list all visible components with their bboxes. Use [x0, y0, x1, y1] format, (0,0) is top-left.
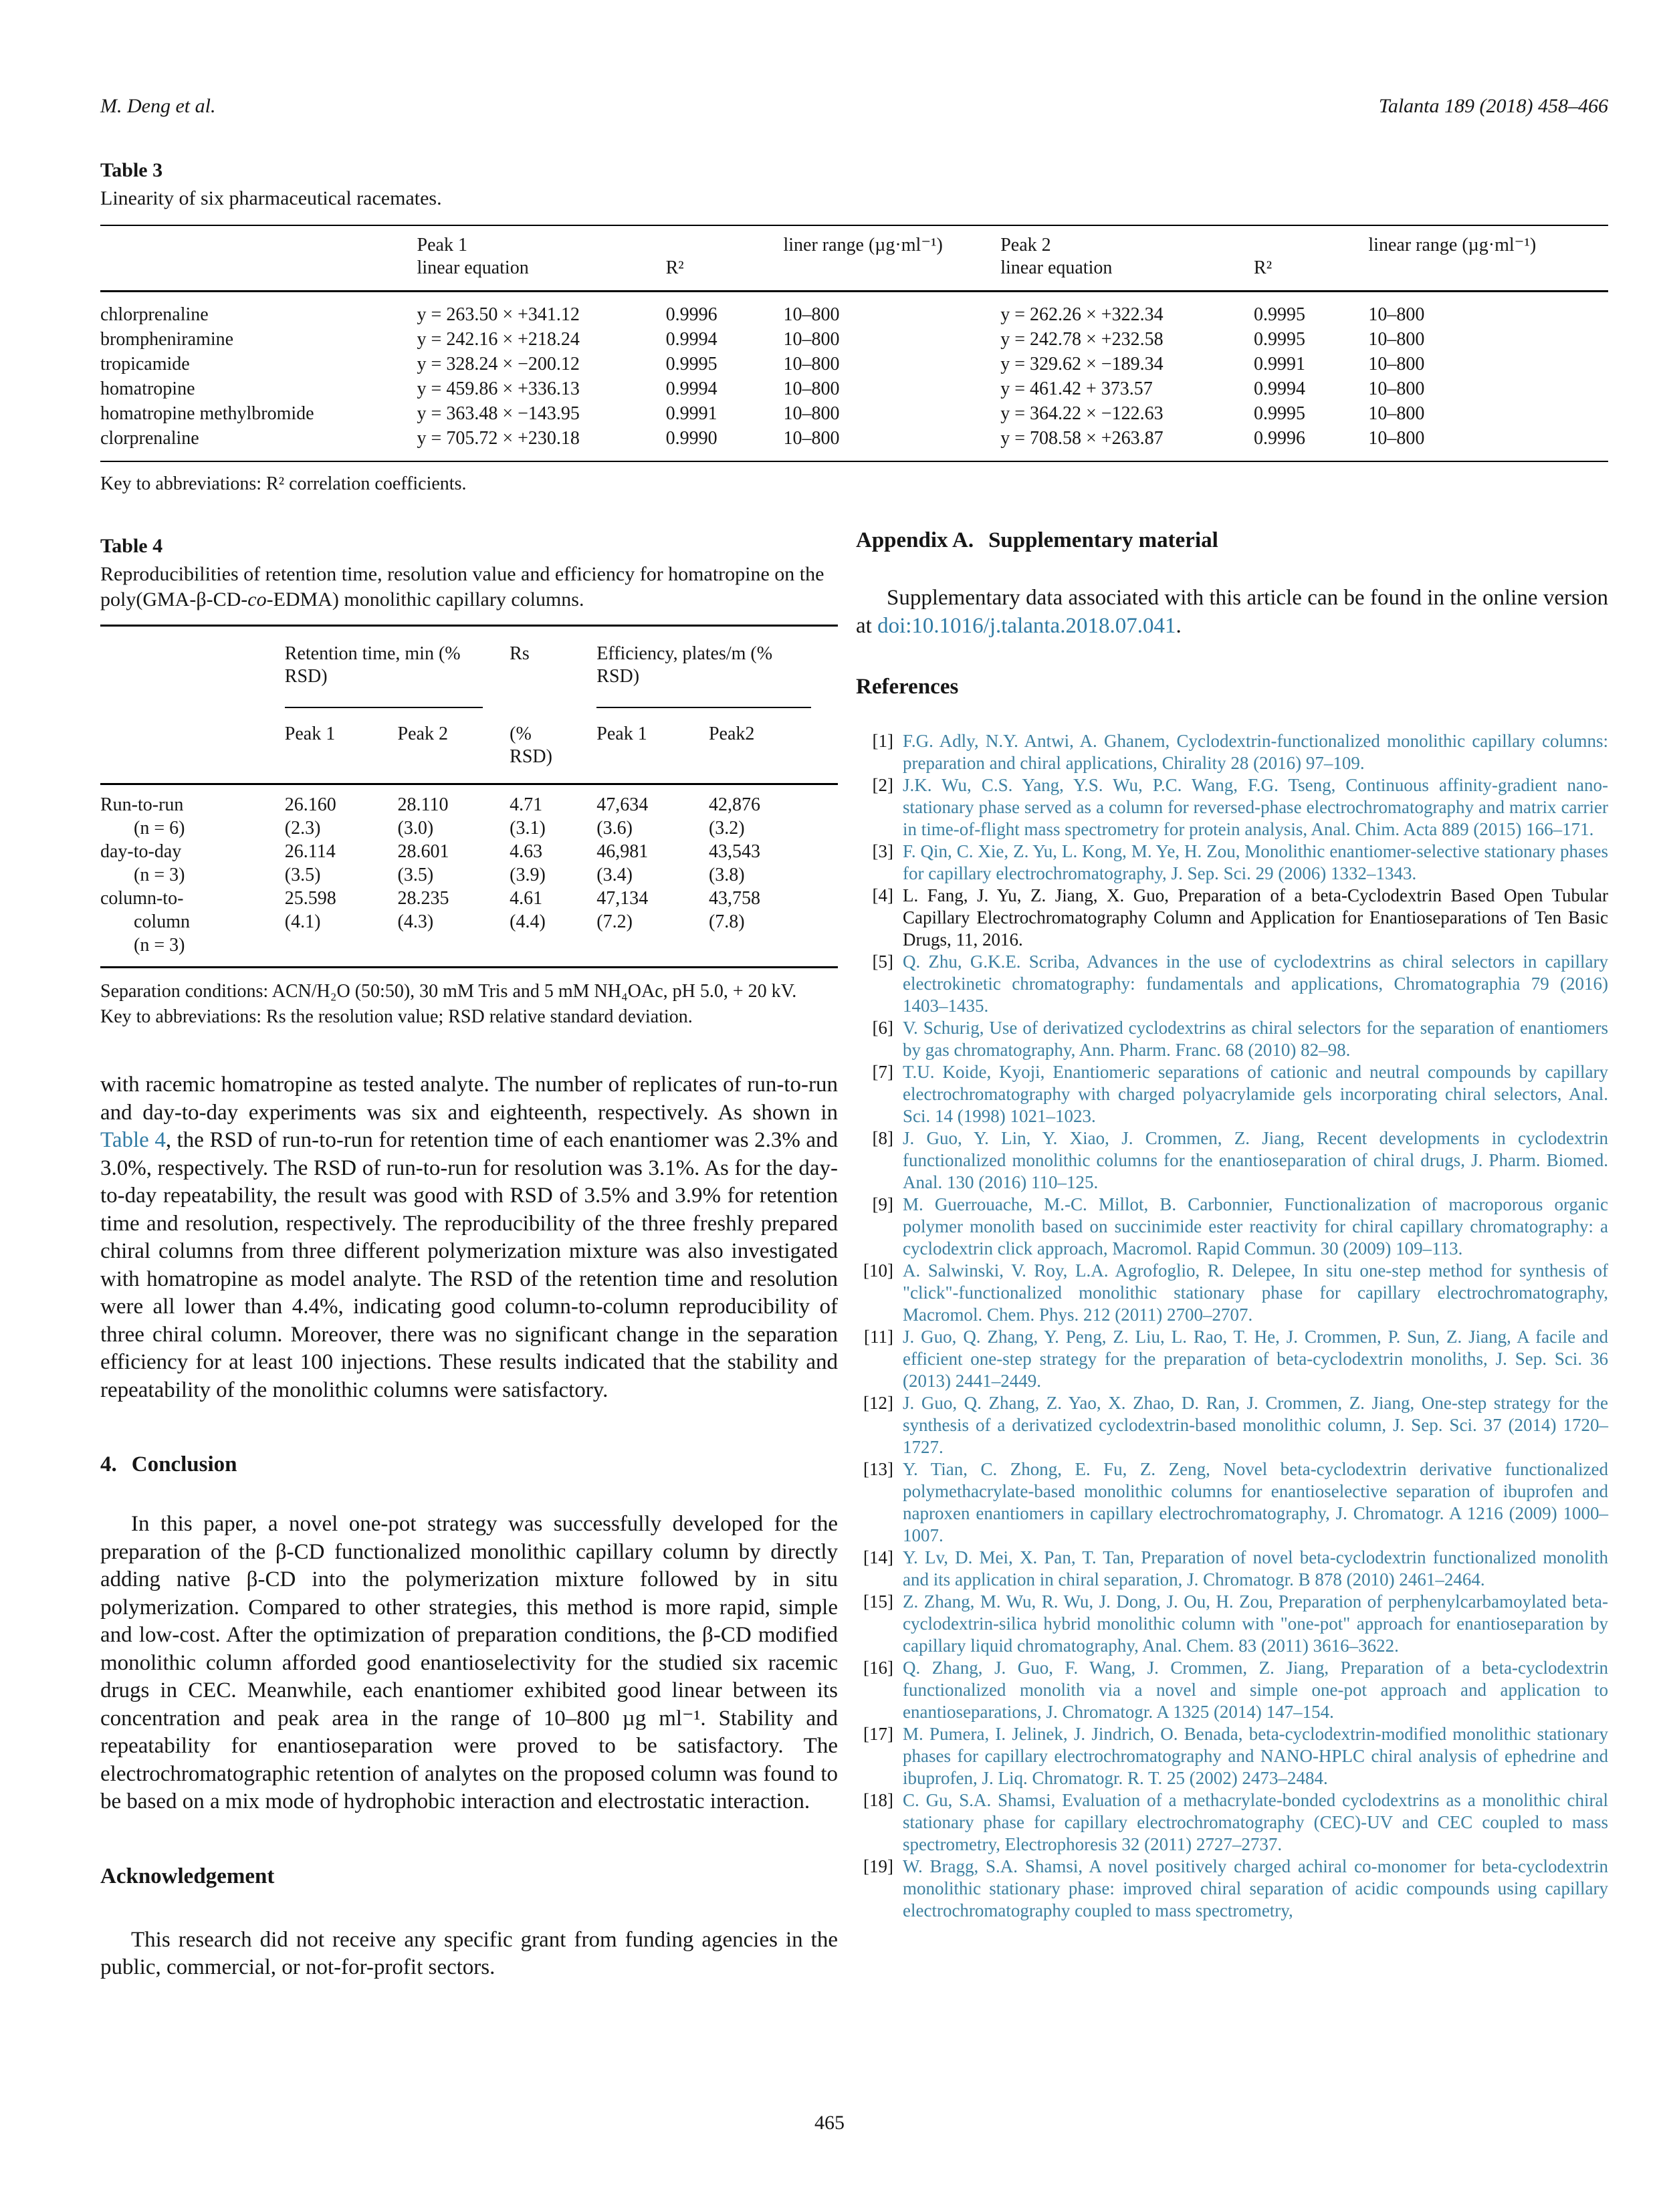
reference-item: [8] J. Guo, Y. Lin, Y. Xiao, J. Crommen, Z. Jiang, Recent developments in cyclodextrin functionalized monolithic columns for the enantioseparation of chiral drugs, J. Pharm. Biomed. Anal. 130 (2016) 110–125. [872, 1128, 1608, 1192]
rs-group-header: Rs [510, 643, 530, 664]
table-cell: 43,758 (7.8) [708, 888, 760, 932]
table3-header-r2-1: R² [666, 225, 784, 292]
table-cell: 0.9991 [665, 403, 717, 424]
table-cell: 42,876 (3.2) [708, 794, 760, 839]
peak2-label: Peak 2 [1000, 235, 1051, 255]
table3-label: Table 3 [100, 159, 163, 181]
linear-equation-label: linear equation [417, 257, 529, 278]
table4 [100, 625, 838, 968]
table-cell: 47,134 (7.2) [596, 888, 649, 932]
table-cell: 0.9990 [665, 428, 717, 449]
reference-link[interactable]: J. Guo, Q. Zhang, Y. Peng, Z. Liu, L. Rao, T. He, J. Crommen, P. Sun, Z. Jiang, A facile and efficient one-step strategy for the preparation of beta-cyclodextrin monoliths, J. Sep. Sci. 36 (2013) 2441–2449. [903, 1327, 1608, 1391]
table-cell: 0.9991 [1254, 354, 1306, 374]
table-cell: 10–800 [783, 304, 840, 325]
reference-link[interactable]: Y. Tian, C. Zhong, E. Fu, Z. Zeng, Novel beta-cyclodextrin derivative functionalized polymethacrylate-based monolithic columns for enantioselective separation of ibuprofen and naproxen enantiomers in capillary electrochromatography, J. Chromatogr. A 1216 (2009) 1000–1007. [903, 1459, 1608, 1545]
table-cell: 43,543 (3.8) [708, 841, 760, 885]
table3-caption: Linearity of six pharmaceutical racemates. [100, 187, 442, 209]
table-cell: 4.63 (3.9) [510, 841, 546, 885]
table-cell: 10–800 [783, 329, 840, 350]
reference-link[interactable]: Q. Zhang, J. Guo, F. Wang, J. Crommen, Z. Jiang, Preparation of a beta-cyclodextrin functionalized monolith via a novel and simple one-pot approach and application to enantioseparations, J. Chromatogr. A 1325 (2014) 147–154. [903, 1658, 1608, 1722]
reference-link[interactable]: J. Guo, Y. Lin, Y. Xiao, J. Crommen, Z. Jiang, Recent developments in cyclodextrin functionalized monolithic columns for the enantioseparation of chiral drugs, J. Pharm. Biomed. Anal. 130 (2016) 110–125. [903, 1128, 1608, 1192]
reference-link[interactable]: Q. Zhu, G.K.E. Scriba, Advances in the use of cyclodextrins as chiral selectors in capillary electrokinetic chromatography: fundamentals and applications, Chromatographia 79 (2016) 1403–1435. [903, 952, 1608, 1016]
table3-header-r2-2: R² [1254, 225, 1368, 292]
peak1-label: Peak 1 [417, 235, 467, 255]
table-row [100, 376, 1608, 401]
table4-reference-link[interactable]: Table 4 [100, 1128, 166, 1152]
appendix-heading: Appendix A. Supplementary material [856, 528, 1218, 552]
table-cell: 10–800 [1368, 378, 1425, 399]
table-row [100, 352, 1608, 376]
header-journal-citation: Talanta 189 (2018) 458–466 [1378, 95, 1608, 117]
sub-header-peak1-eff: Peak 1 [596, 708, 709, 784]
drug-name: chlorprenaline [100, 304, 209, 325]
table4-sub-header-row [100, 708, 838, 784]
table-cell: y = 705.72 × +230.18 [417, 428, 580, 449]
table-cell: 0.9995 [1254, 329, 1306, 350]
table4-label: Table 4 [100, 535, 163, 557]
table3-header-linear-range: linear range (µg·ml⁻¹) [1368, 225, 1608, 292]
table-row [100, 887, 838, 968]
table-cell: 26.114 (3.5) [284, 841, 336, 885]
table-cell: y = 263.50 × +341.12 [417, 304, 580, 325]
header-authors: M. Deng et al. [100, 95, 216, 117]
acknowledgement-paragraph: This research did not receive any specific grant from funding agencies in the public, commercial, or not-for-profit sectors. [100, 1927, 838, 1979]
reference-link[interactable]: W. Bragg, S.A. Shamsi, A novel positively charged achiral co-monomer for beta-cyclodextrin monolithic stationary phase: improved chiral separation of acidic compounds using capillary electrochromatography coupled to mass spectrometry, [903, 1856, 1608, 1920]
drug-name: homatropine [100, 378, 195, 399]
references-heading: References [856, 675, 959, 699]
page-number: 465 [814, 2112, 845, 2134]
reference-link[interactable]: Y. Lv, D. Mei, X. Pan, T. Tan, Preparation of novel beta-cyclodextrin functionalized monolith and its application in chiral separation, J. Chromatogr. B 878 (2010) 2461–2464. [903, 1547, 1608, 1589]
acknowledgement-heading: Acknowledgement [100, 1864, 275, 1888]
table3-footnote: Key to abbreviations: R² correlation coefficients. [100, 473, 467, 494]
table-cell: y = 459.86 × +336.13 [417, 378, 580, 399]
table-cell: y = 363.48 × −143.95 [417, 403, 580, 424]
drug-name: brompheniramine [100, 329, 234, 350]
table-row [100, 784, 838, 841]
table3-header-peak2 [1000, 225, 1254, 292]
sub-header-peak1: Peak 1 [285, 708, 398, 784]
table-cell: 10–800 [1368, 403, 1425, 424]
table3-header-peak1 [417, 225, 666, 292]
reference-link[interactable]: M. Pumera, I. Jelinek, J. Jindrich, O. Benada, beta-cyclodextrin-modified monolithic stationary phases for capillary electrochromatography and NANO-HPLC chiral analysis of ephedrine and ibuprofen, J. Liq. Chromatogr. R. T. 25 (2002) 2473–2484. [903, 1724, 1608, 1788]
table-cell: 10–800 [783, 428, 840, 449]
reference-item: [9] M. Guerrouache, M.-C. Millot, B. Carbonnier, Functionalization of macroporous organic polymer monolith based on succinimide ester reactivity for chiral capillary chromatography: a cyclodextrin click approach, Macromol. Rapid Commun. 30 (2009) 109–113. [872, 1194, 1608, 1258]
table-cell: y = 329.62 × −189.34 [1000, 354, 1164, 374]
table-row [100, 327, 1608, 352]
body-paragraph: with racemic homatropine as tested analyte. The number of replicates of run-to-run and day-to-day experiments was six and eighteenth, respectively. As shown in Table 4, the RSD of run-to-run for retention time of each enantiomer was 2.3% and 3.0%, respectively. The RSD of run-to-run for resolution was 3.1%. As for the day-to-day repeatability, the result was good with RSD of 3.5% and 3.9% for retention time and resolution, respectively. The reproducibility of the three freshly prepared chiral columns from three different polymerization mixture was also investigated with homatropine as model analyte. The RSD of the retention time and resolution were all lower than 4.4%, indicating good column-to-column reproducibility of three chiral column. Moreover, there was no significant change in the separation efficiency for at least 100 injections. These results indicated that the stability and repeatability of the monolithic columns were satisfactory. [100, 1073, 838, 1402]
table-row [100, 426, 1608, 461]
table-cell: 47,634 (3.6) [596, 794, 649, 839]
reference-item: [13] Y. Tian, C. Zhong, E. Fu, Z. Zeng, Novel beta-cyclodextrin derivative functionalized polymethacrylate-based monolithic columns for enantioselective separation of ibuprofen and naproxen enantiomers in capillary electrochromatography, J. Chromatogr. A 1216 (2009) 1000–1007. [863, 1459, 1608, 1545]
linear-equation-label: linear equation [1000, 257, 1113, 278]
table3-header-empty [100, 225, 417, 292]
retention-group-header: Retention time, min (% RSD) [285, 626, 510, 709]
table-cell: 0.9994 [665, 329, 717, 350]
table-cell: 10–800 [783, 378, 840, 399]
running-header [100, 95, 1608, 118]
table3-section [100, 159, 1608, 497]
reference-item: [10] A. Salwinski, V. Roy, L.A. Agrofoglio, R. Delepee, In situ one-step method for synthesis of "click"-functionalized monolithic stationary phase for capillary electrochromatography, Macromol. Chem. Phys. 212 (2011) 2700–2707. [863, 1260, 1608, 1325]
reference-text: L. Fang, J. Yu, Z. Jiang, X. Guo, Preparation of a beta-Cyclodextrin Based Open Tubular Capillary Electrochromatography Column and Application for Enantioseparations of Ten Basic Drugs, 11, 2016. [903, 885, 1608, 950]
reference-link[interactable]: Z. Zhang, M. Wu, R. Wu, J. Dong, J. Ou, H. Zou, Preparation of perphenylcarbamoylated beta-cyclodextrin-silica hybrid monolithic column with "one-pot" approach for enantioseparation by capillary liquid chromatography, Anal. Chem. 83 (2011) 3616–3622. [903, 1591, 1608, 1656]
table-cell: 0.9994 [665, 378, 717, 399]
table-cell: y = 242.16 × +218.24 [417, 329, 580, 350]
table-cell: y = 708.58 × +263.87 [1000, 428, 1164, 449]
table4-footnotes [100, 979, 838, 1030]
reference-item: [2] J.K. Wu, C.S. Yang, Y.S. Wu, P.C. Wang, F.G. Tseng, Continuous affinity-gradient nano-stationary phase served as a column for reversed-phase electrochromatography and matrix carrier in time-of-flight mass spectrometry for protein analysis, Anal. Chim. Acta 889 (2015) 166–171. [872, 775, 1608, 839]
reference-link[interactable]: F. Qin, C. Xie, Z. Yu, L. Kong, M. Ye, H. Zou, Monolithic enantiomer-selective stationary phases for capillary electrochromatography, J. Sep. Sci. 29 (2006) 1332–1343. [903, 841, 1608, 883]
reference-item: [6] V. Schurig, Use of derivatized cyclodextrins as chiral selectors for the separation of enantiomers by gas chromatography, Ann. Pharm. Franc. 68 (2010) 82–98. [872, 1018, 1608, 1060]
table-cell: 4.61 (4.4) [510, 888, 546, 932]
table3 [100, 225, 1608, 462]
reference-item: [11] J. Guo, Q. Zhang, Y. Peng, Z. Liu, L. Rao, T. He, J. Crommen, P. Sun, Z. Jiang, A facile and efficient one-step strategy for the preparation of beta-cyclodextrin monoliths, J. Sep. Sci. 36 (2013) 2441–2449. [864, 1327, 1608, 1391]
table-cell: y = 262.26 × +322.34 [1000, 304, 1164, 325]
reference-item: [16] Q. Zhang, J. Guo, F. Wang, J. Crommen, Z. Jiang, Preparation of a beta-cyclodextrin functionalized monolith via a novel and simple one-pot approach and application to enantioseparations, J. Chromatogr. A 1325 (2014) 147–154. [863, 1658, 1608, 1722]
references-list [856, 730, 1608, 1922]
reference-link[interactable]: J. Guo, Q. Zhang, Z. Yao, X. Zhao, D. Ran, J. Crommen, Z. Jiang, One-step strategy for the synthesis of a derivatized cyclodextrin-based monolithic column, J. Sep. Sci. 37 (2014) 1720–1727. [903, 1393, 1608, 1457]
table-cell: 10–800 [1368, 428, 1425, 449]
reference-item: [15] Z. Zhang, M. Wu, R. Wu, J. Dong, J. Ou, H. Zou, Preparation of perphenylcarbamoylated beta-cyclodextrin-silica hybrid monolithic column with "one-pot" approach for enantioseparation by capillary liquid chromatography, Anal. Chem. 83 (2011) 3616–3622. [863, 1591, 1608, 1656]
table-row [100, 401, 1608, 426]
right-column [856, 528, 1608, 1922]
reference-item: [7] T.U. Koide, Kyoji, Enantiomeric separations of cationic and neutral compounds by capillary electrochromatography with charged polyacrylamide gels incorporating chiral selectors, Anal. Sci. 14 (1998) 1021–1023. [872, 1062, 1608, 1126]
table-cell: 25.598 (4.1) [284, 888, 336, 932]
efficiency-group-header: Efficiency, plates/m (% RSD) [596, 626, 838, 709]
table-cell: 4.71 (3.1) [510, 794, 546, 839]
reference-link[interactable]: F.G. Adly, N.Y. Antwi, A. Ghanem, Cyclodextrin-functionalized monolithic capillary columns: preparation and chiral applications, Chirality 28 (2016) 97–109. [903, 731, 1608, 773]
drug-name: clorprenaline [100, 428, 199, 449]
reference-item: [4] L. Fang, J. Yu, Z. Jiang, X. Guo, Preparation of a beta-Cyclodextrin Based Open Tubular Capillary Electrochromatography Column and Application for Enantioseparations of Ten Basic Drugs, 11, 2016. [872, 885, 1608, 950]
row-label: column-to- column (n = 3) [100, 888, 190, 956]
sub-header-rsd: (% RSD) [510, 708, 596, 784]
reference-item: [12] J. Guo, Q. Zhang, Z. Yao, X. Zhao, D. Ran, J. Crommen, Z. Jiang, One-step strategy for the synthesis of a derivatized cyclodextrin-based monolithic column, J. Sep. Sci. 37 (2014) 1720–1727. [863, 1393, 1608, 1457]
reference-link[interactable]: C. Gu, S.A. Shamsi, Evaluation of a methacrylate-bonded cyclodextrins as a monolithic chiral stationary phase for capillary electrochromatography (CEC)-UV and CEC coupled to mass spectrometry, Electrophoresis 32 (2011) 2727–2737. [903, 1790, 1608, 1854]
row-label: day-to-day (n = 3) [100, 841, 185, 885]
table-cell: 46,981 (3.4) [596, 841, 649, 885]
table-cell: y = 461.42 + 373.57 [1000, 378, 1153, 399]
table-cell: 10–800 [1368, 329, 1425, 350]
reference-link[interactable]: T.U. Koide, Kyoji, Enantiomeric separations of cationic and neutral compounds by capillary electrochromatography with charged polyacrylamide gels incorporating chiral selectors, Anal. Sci. 14 (1998) 1021–1023. [903, 1062, 1608, 1126]
drug-name: tropicamide [100, 354, 190, 374]
reference-item: [18] C. Gu, S.A. Shamsi, Evaluation of a methacrylate-bonded cyclodextrins as a monolithic chiral stationary phase for capillary electrochromatography (CEC)-UV and CEC coupled to mass spectrometry, Electrophoresis 32 (2011) 2727–2737. [863, 1790, 1608, 1854]
table-cell: y = 242.78 × +232.58 [1000, 329, 1164, 350]
table-cell: 28.601 (3.5) [397, 841, 449, 885]
table-cell: y = 364.22 × −122.63 [1000, 403, 1164, 424]
left-column [100, 535, 838, 1982]
conclusion-heading: 4. Conclusion [100, 1452, 237, 1476]
table-cell: 0.9996 [665, 304, 717, 325]
table-cell: 10–800 [1368, 304, 1425, 325]
reference-item: [19] W. Bragg, S.A. Shamsi, A novel positively charged achiral co-monomer for beta-cyclodextrin monolithic stationary phase: improved chiral separation of acidic compounds using capillary electrochromatography coupled to mass spectrometry, [863, 1856, 1608, 1920]
row-label: Run-to-run (n = 6) [100, 794, 185, 839]
reference-link[interactable]: A. Salwinski, V. Roy, L.A. Agrofoglio, R. Delepee, In situ one-step method for synthesis of "click"-functionalized monolithic stationary phase for capillary electrochromatography, Macromol. Chem. Phys. 212 (2011) 2700–2707. [903, 1260, 1608, 1325]
table-cell: 28.235 (4.3) [397, 888, 449, 932]
reference-item: [3] F. Qin, C. Xie, Z. Yu, L. Kong, M. Ye, H. Zou, Monolithic enantiomer-selective stationary phases for capillary electrochromatography, J. Sep. Sci. 29 (2006) 1332–1343. [872, 841, 1608, 883]
reference-link[interactable]: V. Schurig, Use of derivatized cyclodextrins as chiral selectors for the separation of enantiomers by gas chromatography, Ann. Pharm. Franc. 68 (2010) 82–98. [903, 1018, 1608, 1060]
table-cell: 10–800 [1368, 354, 1425, 374]
doi-link[interactable]: doi:10.1016/j.talanta.2018.07.041 [877, 614, 1176, 638]
table-cell: 26.160 (2.3) [284, 794, 336, 839]
reference-item: [17] M. Pumera, I. Jelinek, J. Jindrich, O. Benada, beta-cyclodextrin-modified monolithic stationary phases for capillary electrochromatography and NANO-HPLC chiral analysis of ephedrine and ibuprofen, J. Liq. Chromatogr. R. T. 25 (2002) 2473–2484. [863, 1724, 1608, 1788]
table-cell: 0.9995 [665, 354, 717, 374]
table-cell: 0.9994 [1254, 378, 1306, 399]
sub-header-peak2-eff: Peak2 [709, 708, 838, 784]
table3-header-row [100, 225, 1608, 292]
table-cell: y = 328.24 × −200.12 [417, 354, 580, 374]
table-cell: 0.9995 [1254, 304, 1306, 325]
separation-conditions-note: Separation conditions: ACN/H₂O (50:50), 30 mM Tris and 5 mM NH₄OAc, pH 5.0, + 20 kV. [100, 981, 797, 1002]
sub-header-peak2: Peak 2 [398, 708, 510, 784]
table-row [100, 292, 1608, 328]
table4-caption: Reproducibilities of retention time, resolution value and efficiency for homatropine on the poly(GMA-β-CD-co-EDMA) monolithic capillary columns. [100, 563, 824, 611]
table-row [100, 840, 838, 887]
reference-item: [5] Q. Zhu, G.K.E. Scriba, Advances in the use of cyclodextrins as chiral selectors in capillary electrokinetic chromatography: fundamentals and applications, Chromatographia 79 (2016) 1403–1435. [872, 952, 1608, 1016]
table-cell: 28.110 (3.0) [397, 794, 449, 839]
appendix-paragraph: Supplementary data associated with this article can be found in the online version at doi:10.1016/j.talanta.2018.07.041. [856, 586, 1608, 638]
table-cell: 10–800 [783, 403, 840, 424]
reference-item: [1] F.G. Adly, N.Y. Antwi, A. Ghanem, Cyclodextrin-functionalized monolithic capillary columns: preparation and chiral applications, Chirality 28 (2016) 97–109. [872, 731, 1608, 773]
table-cell: 0.9996 [1254, 428, 1306, 449]
abbreviations-note: Key to abbreviations: Rs the resolution value; RSD relative standard deviation. [100, 1006, 693, 1027]
table-cell: 0.9995 [1254, 403, 1306, 424]
table-cell: 10–800 [783, 354, 840, 374]
drug-name: homatropine methylbromide [100, 403, 314, 424]
table3-header-liner-range: liner range (µg·ml⁻¹) [783, 225, 1000, 292]
conclusion-paragraph: In this paper, a novel one-pot strategy was successfully developed for the preparation of the β-CD functionalized monolithic capillary column by directly adding native β-CD into the polymerization mixture followed by in situ polymerization. Compared to other strategies, this method is more rapid, simple and low-cost. After the optimization of preparation conditions, the β-CD modified monolithic column afforded good enantioselectivity for the studied six racemic drugs in CEC. Meanwhile, each enantiomer exhibited good linear between its concentration and peak area in the range of 10–800 µg ml⁻¹. Stability and repeatability for enantioseparation were proved to be satisfactory. The electrochromatographic retention of analytes on the proposed column was found to be based on a mix mode of hydrophobic interaction and electrostatic interaction. [100, 1512, 838, 1813]
table4-group-header-row [100, 626, 838, 709]
reference-item: [14] Y. Lv, D. Mei, X. Pan, T. Tan, Preparation of novel beta-cyclodextrin functionalized monolith and its application in chiral separation, J. Chromatogr. B 878 (2010) 2461–2464. [863, 1547, 1608, 1589]
reference-link[interactable]: J.K. Wu, C.S. Yang, Y.S. Wu, P.C. Wang, F.G. Tseng, Continuous affinity-gradient nano-stationary phase served as a column for reversed-phase electrochromatography and matrix carrier in time-of-flight mass spectrometry for protein analysis, Anal. Chim. Acta 889 (2015) 166–171. [903, 775, 1608, 839]
reference-link[interactable]: M. Guerrouache, M.-C. Millot, B. Carbonnier, Functionalization of macroporous organic polymer monolith based on succinimide ester reactivity for chiral capillary chromatography: a cyclodextrin click approach, Macromol. Rapid Commun. 30 (2009) 109–113. [903, 1194, 1608, 1258]
